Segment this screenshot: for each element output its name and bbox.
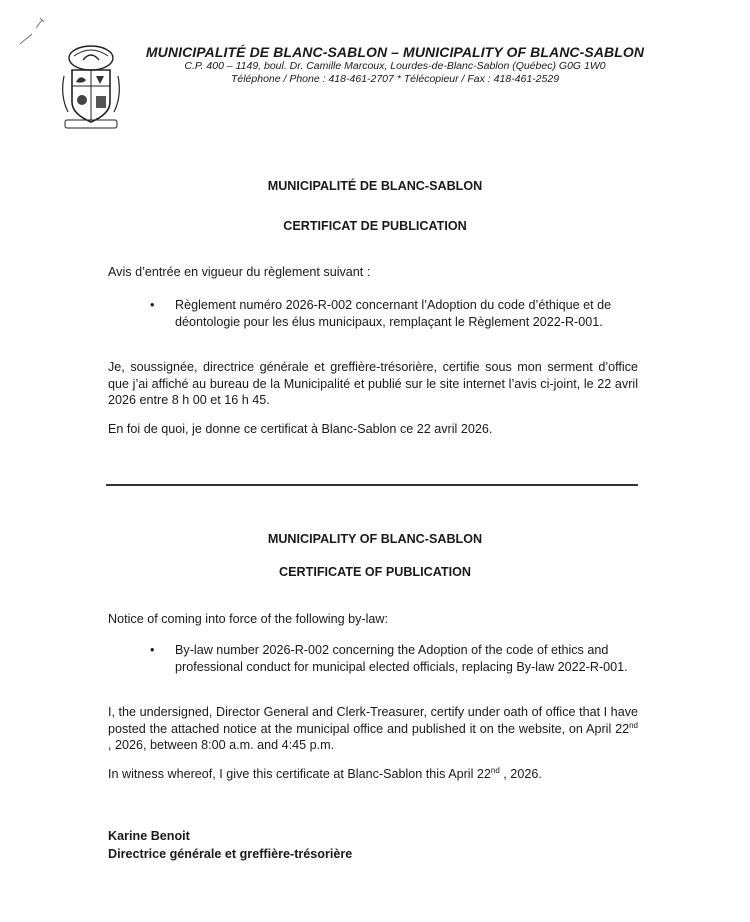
bullet-icon: •	[150, 298, 155, 312]
fr-witness: En foi de quoi, je donne ce certificat à Blanc-Sablon ce 22 avril 2026.	[108, 422, 493, 436]
en-bullet-text: By-law number 2026-R-002 concerning the Adoption of the code of ethics and professional conduct for municipal elected officials, replacing By-law 2022-R-001.	[175, 643, 628, 674]
en-certification	[108, 704, 638, 754]
fr-certification: Je, soussignée, directrice générale et greffière-trésorière, certifie sous mon serment d’office que j’ai affiché au bureau de la Municipalité et publié sur le site internet l’avis ci-joint, le 22 avril 2026 entre 8 h 00 et 16 h 45.	[108, 360, 638, 407]
ordinal-suffix: nd	[629, 720, 638, 730]
fr-intro: Avis d’entrée en vigueur du règlement suivant :	[108, 265, 371, 279]
ordinal-suffix: nd	[490, 765, 500, 775]
en-witness-part2: , 2026.	[499, 767, 542, 781]
fr-municipality-heading: MUNICIPALITÉ DE BLANC-SABLON	[267, 179, 483, 193]
en-intro: Notice of coming into force of the following by-law:	[108, 612, 388, 626]
en-witness	[108, 766, 638, 783]
letterhead-address: C.P. 400 – 1149, boul. Dr. Camille Marcoux, Lourdes-de-Blanc-Sablon (Québec) G0G 1W0	[184, 60, 606, 72]
en-certificate-heading: CERTIFICATE OF PUBLICATION	[279, 565, 471, 579]
letterhead-title: MUNICIPALITÉ DE BLANC-SABLON – MUNICIPALITY OF BLANC-SABLON	[145, 44, 645, 60]
letterhead	[130, 44, 660, 86]
en-certification-part1: I, the undersigned, Director General and Clerk-Treasurer, certify under oath of office that I have posted the attached notice at the municipal office and published it on the website, on April 22	[108, 705, 638, 736]
signatory-title: Directrice générale et greffière-trésorière	[108, 847, 353, 861]
fr-bullet-text: Règlement numéro 2026-R-002 concernant l’Adoption du code d’éthique et de déontologie pour les élus municipaux, remplaçant le Règlement 2022-R-001.	[175, 298, 612, 329]
bullet-icon: •	[150, 643, 155, 657]
fr-certificate-heading: CERTIFICAT DE PUBLICATION	[283, 219, 467, 233]
en-municipality-heading: MUNICIPALITY OF BLANC-SABLON	[267, 532, 483, 546]
handwritten-mark	[14, 14, 50, 50]
letterhead-phone-fax: Téléphone / Phone : 418-461-2707 * Télécopieur / Fax : 418-461-2529	[230, 73, 560, 85]
section-divider	[106, 484, 638, 486]
fr-bullet-item	[150, 297, 640, 330]
municipal-crest-logo	[56, 40, 126, 132]
en-witness-part1: In witness whereof, I give this certificate at Blanc-Sablon this April 22	[108, 767, 491, 781]
en-certification-part2: , 2026, between 8:00 a.m. and 4:45 p.m.	[108, 738, 335, 752]
en-bullet-item	[150, 642, 640, 675]
signatory-name: Karine Benoit	[108, 829, 190, 843]
